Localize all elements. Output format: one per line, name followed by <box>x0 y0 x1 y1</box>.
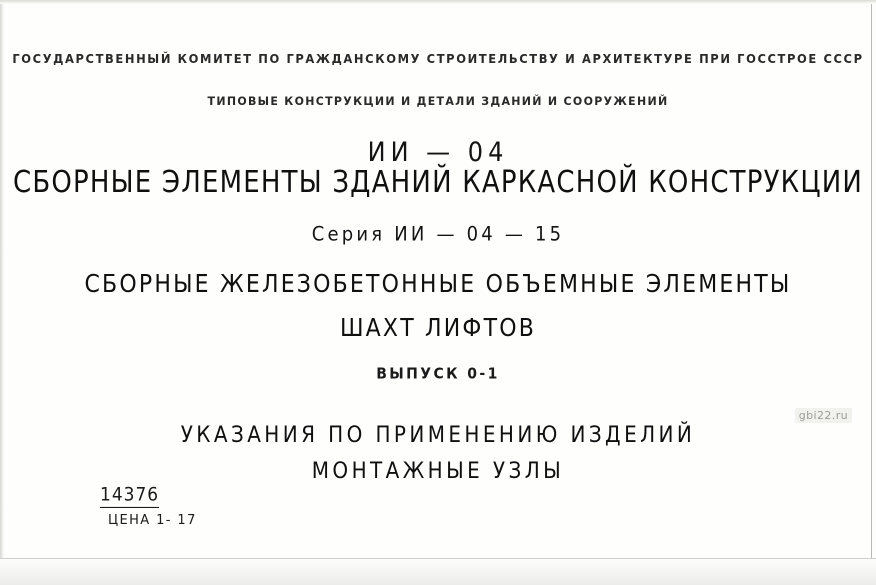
series-designation: Серия ИИ — 04 — 15 <box>311 222 565 247</box>
instruction-line-2: МОНТАЖНЫЕ УЗЛЫ <box>311 456 565 484</box>
document-category: ТИПОВЫЕ КОНСТРУКЦИИ И ДЕТАЛИ ЗДАНИЙ И СООРУЖЕНИЙ <box>207 94 669 109</box>
watermark-label: gbi22.ru <box>795 408 852 423</box>
catalog-number: 14376 <box>100 484 159 508</box>
instruction-line-1: УКАЗАНИЯ ПО ПРИМЕНЕНИЮ ИЗДЕЛИЙ <box>180 420 696 448</box>
price-label: ЦЕНА 1- 17 <box>108 512 197 528</box>
document-subtitle-line-1: СБОРНЫЕ ЖЕЛЕЗОБЕТОННЫЕ ОБЪЕМНЫЕ ЭЛЕМЕНТЫ <box>84 270 792 299</box>
page-edge-bottom <box>0 558 876 585</box>
document-code: ИИ — 04 <box>367 136 509 168</box>
document-title: СБОРНЫЕ ЭЛЕМЕНТЫ ЗДАНИЙ КАРКАСНОЙ КОНСТРУКЦИИ <box>12 165 864 201</box>
issue-number: ВЫПУСК 0-1 <box>376 365 500 383</box>
issuing-organization: ГОСУДАРСТВЕННЫЙ КОМИТЕТ ПО ГРАЖДАНСКОМУ СТРОИТЕЛЬСТВУ И АРХИТЕКТУРЕ ПРИ ГОССТРОЕ СССР <box>12 51 864 67</box>
price-stamp-block <box>100 486 197 528</box>
document-subtitle-line-2: ШАХТ ЛИФТОВ <box>339 314 537 343</box>
page-edge-top <box>0 0 876 4</box>
